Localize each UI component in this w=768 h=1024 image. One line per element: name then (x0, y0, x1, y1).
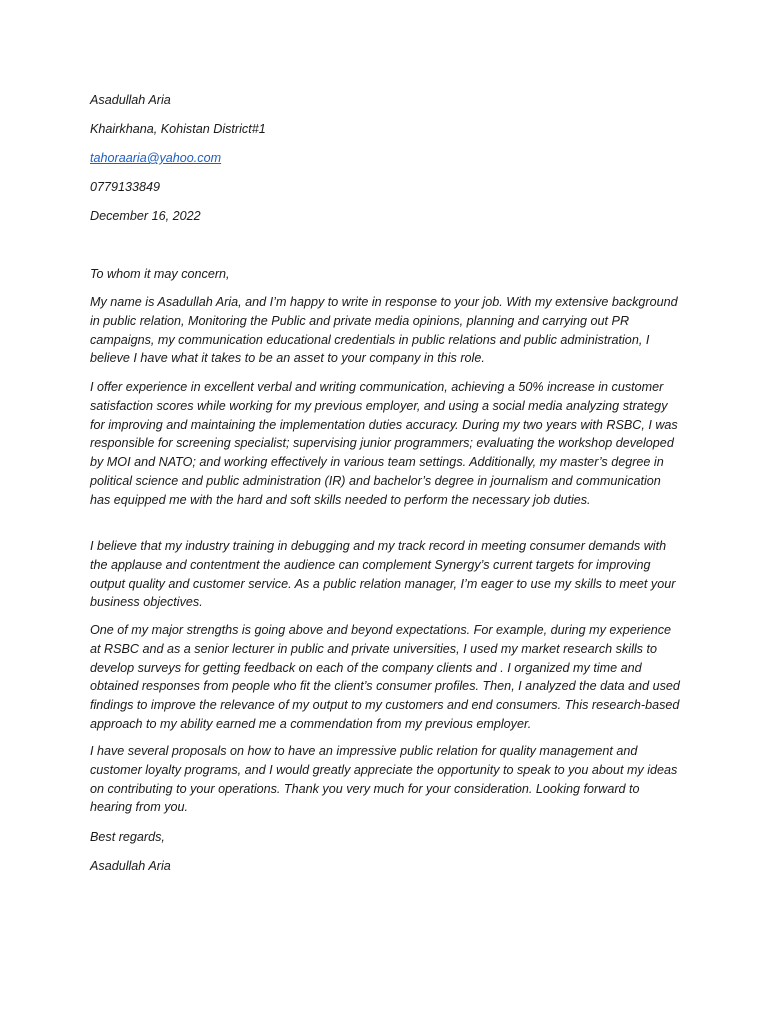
body-paragraph-4: One of my major strengths is going above and beyond expectations. For example, during my experience at RSBC and as a senior lecturer in public and private universities, I used my market research skills to develop surveys for getting feedback on each of the company clients and . I organized my time and obtained responses from people who fit the client’s consumer profiles. Then, I analyzed the data and used findings to improve the relevance of my output to my customers and end consumers. This research-based approach to my ability earned me a commendation from my previous employer. (90, 623, 680, 731)
sender-email-link[interactable]: tahoraaria@yahoo.com (90, 151, 222, 165)
body-paragraph-5: I have several proposals on how to have an impressive public relation for quality management and customer loyalty programs, and I would greatly appreciate the opportunity to speak to you about my ideas on contributing to your operations. Thank you very much for your consideration. Looking forward to hearing from you. (90, 744, 678, 815)
sender-phone: 0779133849 (90, 180, 161, 194)
signature: Asadullah Aria (90, 859, 171, 873)
letter-date: December 16, 2022 (90, 209, 201, 223)
closing: Best regards, (90, 830, 165, 844)
body-paragraph-2: I offer experience in excellent verbal and writing communication, achieving a 50% increase in customer satisfaction scores while working for my previous employer, and using a social media analyzing strategy for improving and maintaining the implementation duties accuracy. During my two years with RSBC, I was responsible for screening specialist; supervising junior programmers; evaluating the workshop developed by MOI and NATO; and working effectively in various team settings. Additionally, my master’s degree in political science and public administration (IR) and bachelor’s degree in journalism and communication has equipped me with the hard and soft skills needed to perform the necessary job duties. (90, 380, 678, 507)
salutation: To whom it may concern, (90, 267, 230, 281)
sender-address: Khairkhana, Kohistan District#1 (90, 122, 266, 136)
body-paragraph-1: My name is Asadullah Aria, and I’m happy to write in response to your job. With my extensive background in public relation, Monitoring the Public and private media opinions, planning and carrying out PR campaigns, my communication educational credentials in public relations and public administration, I believe I have what it takes to be an asset to your company in this role. (90, 295, 678, 366)
sender-name: Asadullah Aria (90, 93, 171, 107)
body-paragraph-3: I believe that my industry training in debugging and my track record in meeting consumer demands with the applause and contentment the audience can complement Synergy’s current targets for improving output quality and customer service. As a public relation manager, I’m eager to use my skills to meet your business objectives. (90, 539, 676, 610)
